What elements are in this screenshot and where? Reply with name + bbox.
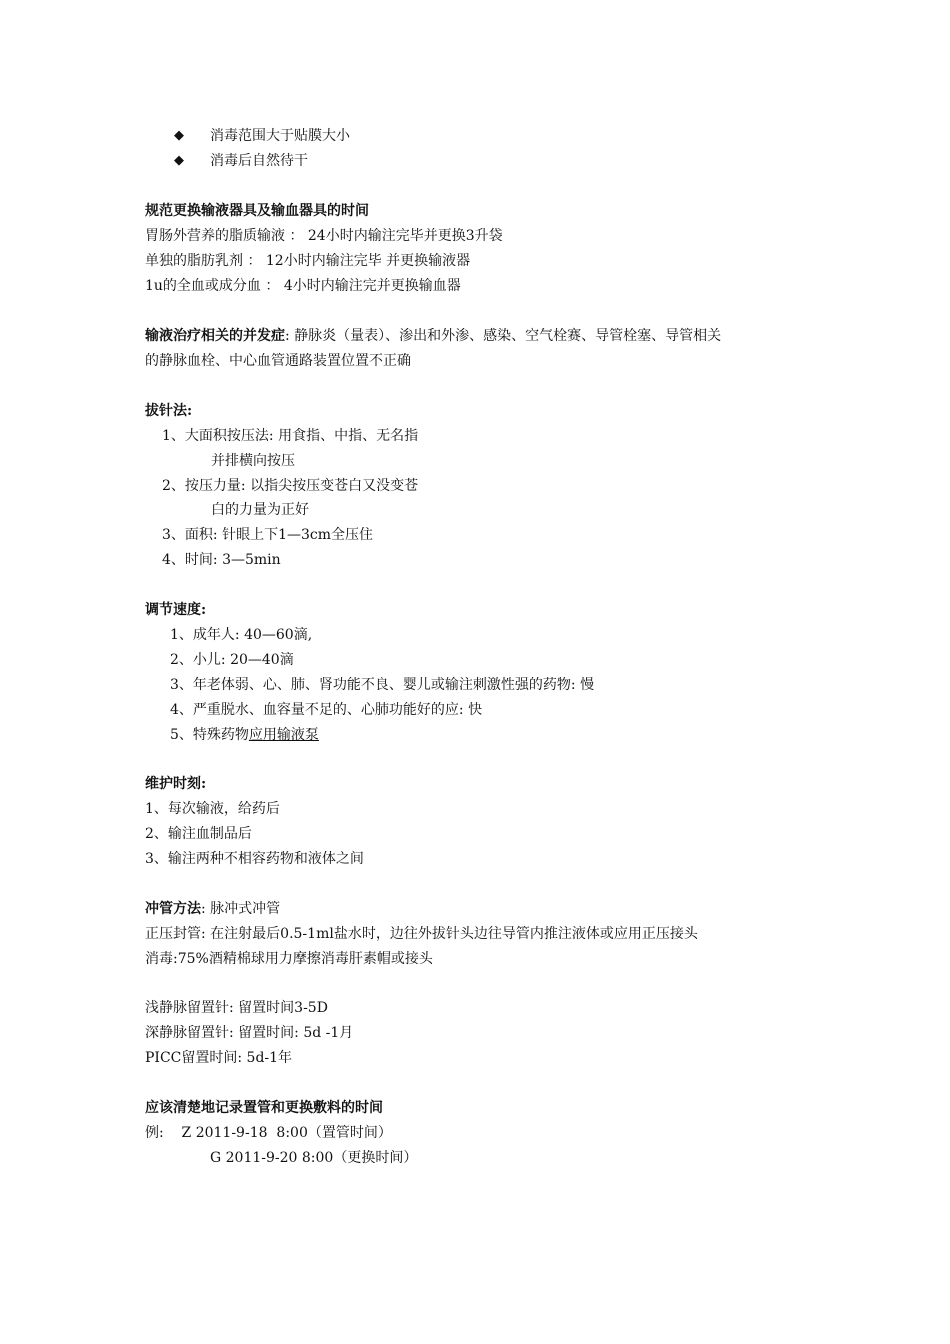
bullet-item: 消毒范围大于贴膜大小 [210,128,350,144]
bullet-diamond-icon: ◆ [174,128,184,143]
flushing-heading-line [145,899,280,919]
flushing-line: 消毒:75%酒精棉球用力摩擦消毒肝素帽或接头 [145,951,433,967]
complications-heading: 输液治疗相关的并发症 [145,328,285,344]
speed-line-5 [170,725,319,745]
needle-removal-line: 1、大面积按压法: 用食指、中指、无名指 [162,428,419,444]
records-heading: 应该清楚地记录置管和更换敷料的时间 [145,1100,383,1116]
speed-line: 2、小儿: 20—40滴 [170,652,294,668]
speed-line-5-prefix: 5、特殊药物 [170,727,249,743]
replace-time-line: 胃肠外营养的脂质输液 ： 24小时内输注完毕并更换3升袋 [145,228,503,244]
maintenance-line: 2、输注血制品后 [145,826,252,842]
speed-line: 4、严重脱水、血容量不足的、心肺功能好的应: 快 [170,702,483,718]
bullet-item: 消毒后自然待干 [210,153,308,169]
replace-time-heading: 规范更换输液器具及输血器具的时间 [145,203,369,219]
infusion-pump-link: 应用输液泵 [248,727,319,743]
speed-line: 1、成年人: 40—60滴, [170,627,313,643]
needle-removal-heading: 拔针法: [145,403,193,419]
bullet-diamond-icon: ◆ [174,153,184,168]
indwelling-line: 深静脉留置针: 留置时间: 5d -1月 [145,1025,354,1041]
flushing-line: 正压封管: 在注射最后0.5-1ml盐水时，边往外拔针头边往导管内推注液体或应用正压接头 [145,926,698,942]
needle-removal-line: 并排横向按压 [211,453,295,469]
speed-line: 3、年老体弱、心、肺、肾功能不良、婴儿或输注刺激性强的药物: 慢 [170,677,595,693]
speed-heading: 调节速度: [145,602,207,618]
flushing-heading: 冲管方法 [145,901,201,917]
records-example-line: G 2011-9-20 8:00（更换时间） [210,1150,418,1166]
needle-removal-line: 3、面积: 针眼上下1—3cm全压住 [162,527,374,543]
maintenance-line: 1、每次输液，给药后 [145,801,280,817]
replace-time-line: 单独的脂肪乳剂 ： 12小时内输注完毕 并更换输液器 [145,253,471,269]
needle-removal-line: 白的力量为正好 [211,502,309,518]
replace-time-line: 1u的全血或成分血 ： 4小时内输注完并更换输血器 [145,278,461,294]
needle-removal-line: 4、时间: 3—5min [162,552,281,568]
flushing-method: : 脉冲式冲管 [201,901,281,917]
indwelling-line: PICC留置时间: 5d-1年 [145,1050,293,1066]
indwelling-line: 浅静脉留置针: 留置时间3-5D [145,1000,328,1016]
maintenance-heading: 维护时刻: [145,776,207,792]
needle-removal-line: 2、按压力量: 以指尖按压变苍白又没变苍 [162,478,419,494]
maintenance-line: 3、输注两种不相容药物和液体之间 [145,851,364,867]
complications-line-1 [145,326,721,346]
complications-text: : 静脉炎（量表）、渗出和外渗、感染、空气栓赛、导管栓塞、导管相关 [285,328,722,344]
complications-line-2: 的静脉血栓、中心血管通路装置位置不正确 [145,353,411,369]
records-example-line: 例: Z 2011-9-18 8:00（置管时间） [145,1125,392,1141]
